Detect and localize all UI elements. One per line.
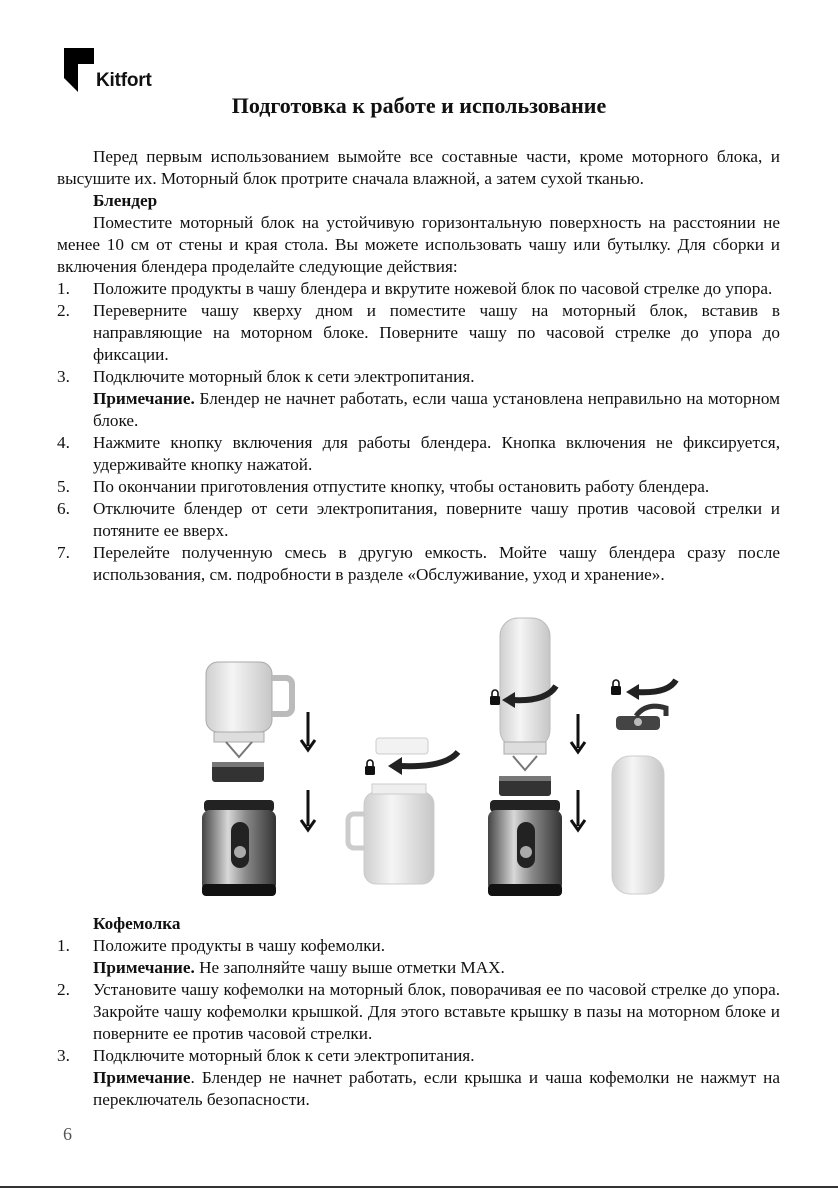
jar-icon xyxy=(206,662,292,742)
bottle-icon xyxy=(500,618,550,754)
grinder-heading: Кофемолка xyxy=(93,914,181,933)
bottle-cap-icon xyxy=(616,706,666,730)
list-item: 2. Переверните чашу кверху дном и поместите чашу на моторный блок, вставив в направляющие на моторном блоке. Поверните чашу по часовой стрелке до упора до фиксации. xyxy=(57,301,780,364)
note-text: Не заполняйте чашу выше отметки MAX. xyxy=(194,958,505,977)
list-item: 6. Отключите блендер от сети электропитания, поверните чашу против часовой стрелки и потяните ее вверх. xyxy=(57,499,780,540)
rotate-arrow-icon xyxy=(626,680,676,700)
bottle-icon xyxy=(612,756,664,894)
grinder-section xyxy=(57,913,780,1111)
note xyxy=(93,388,780,432)
list-item: 3. Подключите моторный блок к сети электропитания. xyxy=(57,1046,475,1065)
note-label: Примечание xyxy=(93,1068,191,1087)
note xyxy=(93,1067,780,1111)
lock-icon xyxy=(365,760,375,775)
blender-section xyxy=(57,146,780,586)
assembly-illustration xyxy=(190,612,690,902)
list-item: 5. По окончании приготовления отпустите кнопку, чтобы остановить работу блендера. xyxy=(57,477,710,496)
bottom-rule xyxy=(0,1186,838,1188)
lock-icon xyxy=(611,680,621,695)
arrow-down-icon xyxy=(571,714,585,830)
blade-unit-icon xyxy=(212,742,264,782)
logo-brand: Kitfort xyxy=(96,70,152,91)
list-item: 4. Нажмите кнопку включения для работы блендера. Кнопка включения не фиксируется, удерживайте кнопку нажатой. xyxy=(57,433,780,474)
note-text: Блендер не начнет работать, если чаша установлена неправильно на моторном блоке. xyxy=(93,389,780,430)
lid-icon xyxy=(376,738,428,754)
blender-intro: Поместите моторный блок на устойчивую горизонтальную поверхность на расстоянии не менее 10 см от стены и края стола. Вы можете использовать чашу или бутылку. Для сборки и включения блендера проделайте следующие действия: xyxy=(57,213,780,276)
intro-paragraph: Перед первым использованием вымойте все составные части, кроме моторного блока, и высушите их. Моторный блок протрите сначала влажной, а затем сухой тканью. xyxy=(57,147,780,188)
note-label: Примечание. xyxy=(93,389,195,408)
jar-icon xyxy=(348,784,434,884)
kitfort-logo xyxy=(64,48,152,92)
list-item: 1. Положите продукты в чашу блендера и вкрутите ножевой блок по часовой стрелке до упора. xyxy=(57,279,773,298)
note-text: . Блендер не начнет работать, если крышка и чаша кофемолки не нажмут на переключатель безопасности. xyxy=(93,1068,780,1109)
lock-icon xyxy=(490,690,500,705)
page-title: Подготовка к работе и использование xyxy=(231,93,607,118)
note xyxy=(93,957,780,979)
list-item: 7. Перелейте полученную смесь в другую емкость. Мойте чашу блендера сразу после использования, см. подробности в разделе «Обслуживание, уход и хранение». xyxy=(57,543,780,584)
note-label: Примечание. xyxy=(93,958,195,977)
list-item: 2. Установите чашу кофемолки на моторный блок, поворачивая ее по часовой стрелке до упора. Закройте чашу кофемолки крышкой. Для этого вставьте крышку в пазы на моторном блоке и поверните ее против часовой стрелки. xyxy=(57,980,780,1043)
motor-unit-icon xyxy=(488,800,562,896)
list-item: 1. Положите продукты в чашу кофемолки. xyxy=(57,936,386,955)
blender-heading: Блендер xyxy=(93,191,158,210)
kitfort-logo-mark-icon xyxy=(64,48,94,92)
list-item: 3. Подключите моторный блок к сети электропитания. xyxy=(57,367,475,386)
rotate-arrow-icon xyxy=(388,752,458,775)
motor-unit-icon xyxy=(202,800,276,896)
blade-unit-icon xyxy=(499,756,551,796)
arrow-down-icon xyxy=(301,712,315,830)
page-number: 6 xyxy=(63,1124,72,1144)
